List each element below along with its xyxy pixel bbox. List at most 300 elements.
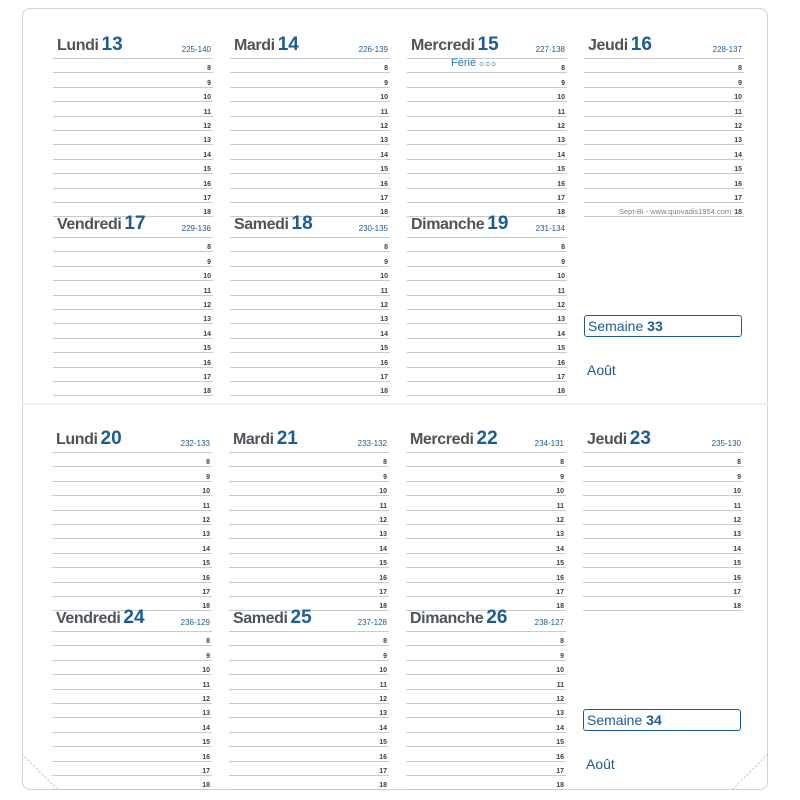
hour-label: 13 [380,316,388,324]
hour-label: 10 [379,667,387,675]
hour-line[interactable] [406,661,566,675]
hour-line[interactable] [407,324,567,338]
hour-line[interactable] [230,174,390,188]
day-name [234,213,313,235]
hour-label: 13 [202,710,210,718]
hour-line[interactable] [230,73,390,87]
day-block [406,605,566,790]
hour-label: 14 [379,545,387,553]
hour-line[interactable] [230,237,390,252]
hour-line[interactable] [229,554,389,568]
hour-label: 11 [557,108,565,116]
hour-label: 14 [379,724,387,732]
corner-pocket-right-icon [728,750,768,790]
hour-label: 12 [734,122,742,130]
hour-line[interactable] [584,117,744,131]
day-number: 21 [276,428,298,449]
hour-label: 16 [203,359,211,367]
day-header [52,605,212,631]
hour-line[interactable] [52,762,212,776]
hour-line[interactable] [584,131,744,145]
hour-line[interactable] [230,145,390,159]
hour-label: 15 [203,345,211,353]
page-fold [22,403,768,405]
day-number: 24 [123,607,145,628]
day-of-year: 231-134 [535,224,565,233]
hour-line[interactable] [407,117,567,131]
hour-line[interactable] [229,568,389,582]
hour-label: 16 [556,574,564,582]
hour-label: 12 [203,301,211,309]
hour-line[interactable] [584,102,744,116]
day-block [229,426,389,611]
hour-label: 10 [380,94,388,102]
hour-line[interactable] [229,675,389,689]
hour-line[interactable] [53,102,213,116]
day-of-year: 230-135 [358,224,388,233]
hour-label: 17 [557,194,565,202]
hour-line[interactable] [52,525,212,539]
hour-line[interactable] [583,568,743,582]
hour-line[interactable] [53,145,213,159]
day-header [407,32,567,58]
hour-label: 13 [557,137,565,145]
hour-line[interactable] [52,539,212,553]
day-of-year: 229-136 [181,224,211,233]
hour-line[interactable] [52,467,212,481]
day-block [407,211,567,396]
hour-label: 16 [380,180,388,188]
hour-line[interactable] [53,73,213,87]
hour-line[interactable] [406,646,566,660]
hour-line[interactable] [52,661,212,675]
hour-line[interactable] [230,117,390,131]
hour-line[interactable] [406,704,566,718]
hour-line[interactable] [406,467,566,481]
hour-line[interactable] [53,88,213,102]
hour-lines [52,452,212,611]
hour-label: 15 [733,560,741,568]
hour-label: 12 [203,122,211,130]
hour-line[interactable] [584,73,744,87]
hour-line[interactable] [406,482,566,496]
day-of-year: 228-137 [712,45,742,54]
hour-label: 12 [556,695,564,703]
hour-label: 11 [202,502,210,510]
hour-line[interactable] [406,631,566,646]
hour-label: 18 [380,388,388,396]
hour-line[interactable] [229,467,389,481]
day-number: 13 [101,34,123,55]
hour-line[interactable] [230,281,390,295]
hour-line[interactable] [52,733,212,747]
hour-label: 8 [206,638,210,646]
hour-line[interactable] [584,88,744,102]
hour-line[interactable] [53,160,213,174]
hour-line[interactable] [406,525,566,539]
hour-line[interactable] [584,145,744,159]
hour-label: 8 [384,65,388,73]
hour-line[interactable] [52,675,212,689]
hour-line[interactable] [407,174,567,188]
hour-label: 18 [557,388,565,396]
hour-lines [407,237,567,396]
hour-label: 16 [379,574,387,582]
day-header [407,211,567,237]
hour-label: 16 [202,753,210,761]
hour-label: 17 [557,373,565,381]
hour-line[interactable] [583,452,743,467]
hour-line[interactable] [229,661,389,675]
hour-line[interactable] [407,237,567,252]
hour-line[interactable] [53,281,213,295]
hour-line[interactable] [407,73,567,87]
day-name [57,34,123,56]
day-name [56,428,122,450]
hour-label: 12 [557,122,565,130]
hour-label: 14 [556,724,564,732]
day-block [229,605,389,790]
hour-label: 11 [556,681,564,689]
day-name-text: Dimanche [410,610,484,627]
hour-line[interactable] [406,733,566,747]
hour-line[interactable] [230,131,390,145]
hour-line[interactable] [407,339,567,353]
hour-label: 9 [561,79,565,87]
hour-line[interactable] [229,482,389,496]
hour-line[interactable] [407,145,567,159]
hour-line[interactable] [52,554,212,568]
hour-label: 17 [556,588,564,596]
day-name [234,34,299,56]
hour-label: 18 [203,209,211,217]
hour-line[interactable] [407,296,567,310]
hour-label: 15 [557,345,565,353]
day-name [56,607,145,629]
hour-line[interactable] [229,733,389,747]
hour-line[interactable] [53,339,213,353]
hour-label: 16 [556,753,564,761]
hour-line[interactable] [406,539,566,553]
hour-line[interactable] [53,58,213,73]
hour-line[interactable] [52,496,212,510]
hour-label: 16 [557,359,565,367]
hour-lines [584,58,744,217]
hour-line[interactable] [407,267,567,281]
hour-line[interactable] [229,762,389,776]
hour-label: 14 [203,151,211,159]
hour-line[interactable] [53,324,213,338]
hour-line[interactable] [230,368,390,382]
hour-label: 11 [203,108,211,116]
hour-label: 15 [556,739,564,747]
hour-label: 12 [202,516,210,524]
hour-label: 10 [556,667,564,675]
hour-line[interactable] [229,511,389,525]
day-number: 26 [486,607,508,628]
hour-line[interactable] [230,353,390,367]
hour-line[interactable] [406,511,566,525]
hour-line[interactable] [53,237,213,252]
hour-label: 17 [202,588,210,596]
hour-line[interactable] [407,368,567,382]
day-header [53,211,213,237]
day-name [233,607,312,629]
hour-label: 8 [383,638,387,646]
hour-line[interactable] [584,174,744,188]
hour-line[interactable] [583,539,743,553]
day-name [410,428,498,450]
hour-line[interactable] [406,776,566,790]
hour-line[interactable] [583,496,743,510]
hour-line[interactable] [406,747,566,761]
hour-lines [53,58,213,217]
hour-line[interactable] [583,554,743,568]
hour-label: 10 [734,94,742,102]
hour-line[interactable] [229,747,389,761]
semaine-label: Semaine [587,712,643,728]
hour-label: 18 [202,782,210,790]
hour-label: 13 [202,531,210,539]
day-name-text: Lundi [56,431,98,448]
hour-label: 17 [202,767,210,775]
hour-line[interactable] [53,267,213,281]
hour-line[interactable] [52,646,212,660]
hour-line[interactable] [406,496,566,510]
hour-line[interactable] [230,324,390,338]
hour-line[interactable] [584,160,744,174]
hour-label: 14 [557,151,565,159]
hour-label: 18 [556,782,564,790]
hour-label: 17 [733,588,741,596]
hour-line[interactable] [229,583,389,597]
hour-label: 18 [556,603,564,611]
hour-line[interactable] [52,776,212,790]
day-of-year: 232-133 [180,439,210,448]
hour-line[interactable] [406,568,566,582]
day-number: 23 [629,428,651,449]
hour-label: 17 [734,194,742,202]
hour-line[interactable] [583,583,743,597]
hour-line[interactable] [407,58,567,73]
hour-line[interactable] [52,452,212,467]
hour-line[interactable] [53,310,213,324]
day-name-text: Dimanche [411,216,485,233]
month-label-top: Août [587,362,616,378]
day-block [230,211,390,396]
hour-label: 17 [380,194,388,202]
hour-label: 18 [733,603,741,611]
publisher-credit: Sept-Bi - www.quovadis1954.com [619,207,732,216]
hour-lines [406,452,566,611]
holiday-dots-icon: ⊙⊙⊙ [479,62,498,68]
semaine-number: 33 [647,318,663,334]
hour-line[interactable] [407,160,567,174]
hour-line[interactable] [229,690,389,704]
hour-label: 9 [737,473,741,481]
hour-label: 17 [379,767,387,775]
hour-label: 8 [560,638,564,646]
day-of-year: 225-140 [181,45,211,54]
hour-label: 11 [380,287,388,295]
hour-line[interactable] [52,718,212,732]
hour-line[interactable] [53,296,213,310]
hour-line[interactable] [407,310,567,324]
hour-line[interactable] [52,631,212,646]
hour-label: 11 [203,287,211,295]
hour-label: 12 [379,695,387,703]
hour-line[interactable] [406,762,566,776]
hour-line[interactable] [229,704,389,718]
hour-line[interactable] [53,189,213,203]
hour-label: 15 [379,739,387,747]
day-number: 22 [476,428,498,449]
hour-line[interactable] [229,646,389,660]
hour-line[interactable] [52,511,212,525]
day-header [53,32,213,58]
hour-line[interactable] [583,467,743,481]
hour-label: 9 [384,79,388,87]
hour-line[interactable] [583,511,743,525]
hour-lines [407,58,567,217]
holiday-label [451,57,497,69]
hour-line[interactable] [406,583,566,597]
hour-line[interactable] [407,252,567,266]
hour-line[interactable] [53,368,213,382]
hour-line[interactable] [229,452,389,467]
hour-line[interactable] [407,102,567,116]
hour-label: 14 [733,545,741,553]
day-block [407,32,567,217]
hour-label: 9 [206,652,210,660]
hour-line[interactable] [406,690,566,704]
hour-label: 8 [206,459,210,467]
hour-line[interactable] [406,554,566,568]
hour-line[interactable] [407,353,567,367]
day-name-text: Lundi [57,37,99,54]
hour-line[interactable] [229,525,389,539]
day-header [230,211,390,237]
hour-line[interactable] [406,675,566,689]
hour-label: 11 [379,502,387,510]
hour-line[interactable] [229,631,389,646]
hour-label: 8 [207,65,211,73]
hour-label: 13 [556,531,564,539]
hour-lines [52,631,212,790]
day-name-text: Vendredi [57,216,122,233]
day-name-text: Mardi [234,37,275,54]
day-number: 17 [124,213,146,234]
hour-line[interactable] [52,704,212,718]
hour-line[interactable] [53,252,213,266]
hour-line[interactable] [229,718,389,732]
hour-line[interactable] [407,88,567,102]
hour-line[interactable] [52,482,212,496]
hour-line[interactable] [230,252,390,266]
hour-line[interactable] [53,353,213,367]
hour-line[interactable] [584,58,744,73]
hour-line[interactable] [229,496,389,510]
hour-lines [583,452,743,611]
hour-line[interactable] [53,382,213,396]
hour-line[interactable] [406,718,566,732]
hour-line[interactable] [230,296,390,310]
hour-line[interactable] [583,597,743,611]
hour-line[interactable] [230,339,390,353]
hour-label: 8 [383,459,387,467]
hour-line[interactable] [52,747,212,761]
day-name [57,213,146,235]
hour-line[interactable] [407,281,567,295]
hour-line[interactable] [53,117,213,131]
week-34-box [583,709,741,731]
hour-label: 16 [202,574,210,582]
hour-line[interactable] [53,174,213,188]
hour-line[interactable] [53,131,213,145]
hour-line[interactable] [229,776,389,790]
hour-label: 10 [733,488,741,496]
hour-label: 8 [738,65,742,73]
hour-line[interactable] [230,310,390,324]
day-name-text: Vendredi [56,610,121,627]
hour-line[interactable] [584,189,744,203]
hour-line[interactable] [52,583,212,597]
day-number: 18 [291,213,313,234]
hour-label: 15 [202,560,210,568]
hour-label: 10 [203,273,211,281]
semaine-number: 34 [646,712,662,728]
hour-label: 9 [383,652,387,660]
day-number: 14 [277,34,299,55]
hour-line[interactable] [407,131,567,145]
hour-line[interactable] [406,452,566,467]
hour-line[interactable] [230,58,390,73]
hour-label: 16 [734,180,742,188]
hour-line[interactable] [583,525,743,539]
hour-line[interactable] [52,690,212,704]
hour-label: 17 [203,194,211,202]
hour-label: 17 [556,767,564,775]
hour-line[interactable] [230,102,390,116]
day-block [53,211,213,396]
holiday-text: Férié [451,57,477,69]
hour-label: 18 [202,603,210,611]
hour-line[interactable] [52,568,212,582]
day-block [53,32,213,217]
semaine-label: Semaine [588,318,644,334]
day-header [229,605,389,631]
hour-line[interactable] [229,539,389,553]
hour-label: 11 [557,287,565,295]
hour-label: 9 [738,79,742,87]
hour-line[interactable] [230,88,390,102]
hour-label: 10 [556,488,564,496]
hour-line[interactable] [230,382,390,396]
hour-label: 15 [556,560,564,568]
hour-line[interactable] [230,267,390,281]
hour-label: 12 [380,301,388,309]
hour-label: 11 [379,681,387,689]
hour-line[interactable] [230,189,390,203]
hour-label: 14 [380,330,388,338]
hour-label: 13 [203,137,211,145]
day-number: 15 [477,34,499,55]
hour-line[interactable] [230,160,390,174]
day-name [588,34,652,56]
hour-line[interactable] [407,189,567,203]
hour-line[interactable] [583,482,743,496]
hour-line[interactable] [407,382,567,396]
